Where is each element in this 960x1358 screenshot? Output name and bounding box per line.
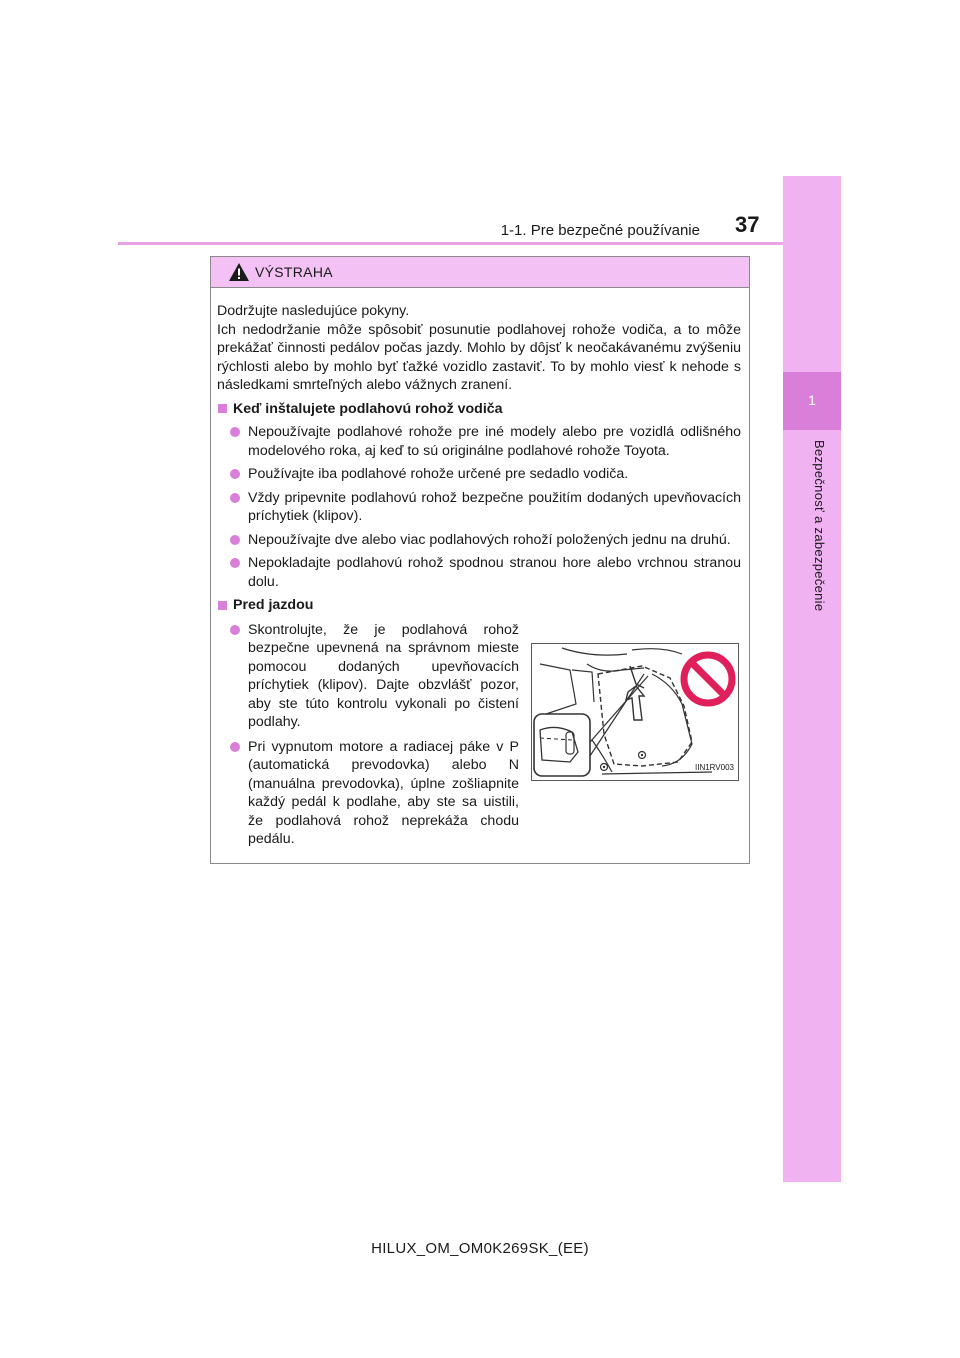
install-heading-text: Keď inštalujete podlahovú rohož vodiča — [233, 400, 503, 417]
warning-triangle-icon — [228, 262, 250, 282]
round-bullet-icon — [230, 469, 240, 479]
round-bullet-icon — [230, 427, 240, 437]
install-heading — [217, 400, 741, 419]
page-number: 37 — [735, 212, 760, 237]
round-bullet-icon — [230, 535, 240, 545]
intro-paragraph: Ich nedodržanie môže spôsobiť posunutie podlahovej rohože vodiča, a to môže prekážať činnosti pedálov počas jazdy. Mohlo by dôjsť k neočakávanému zvýšeniu rýchlosti alebo by mohlo byť ťažké vozidlo zastaviť. To by mohlo viesť k nehode s následkami smrteľných alebo vážnych zranení. — [217, 321, 741, 393]
list-item: Skontrolujte, že je podlahová rohož bezpečne upevnená na správnom mieste pomocou dodaných upevňovacích príchytiek (klipov). Dajte obzvlášť pozor, aby ste túto kontrolu vykonali po čistení podlahy. — [217, 621, 519, 732]
warning-title: VÝSTRAHA — [255, 264, 333, 280]
round-bullet-icon — [230, 625, 240, 635]
prohibited-icon — [677, 648, 739, 710]
square-bullet-icon — [218, 601, 227, 610]
round-bullet-icon — [230, 742, 240, 752]
list-item: Používajte iba podlahové rohože určené pre sedadlo vodiča. — [217, 465, 741, 484]
floor-mat-illustration — [531, 643, 739, 781]
intro-line: Dodržujte nasledujúce pokyny. — [217, 303, 410, 319]
drive-section — [217, 621, 741, 849]
document-code: HILUX_OM_OM0K269SK_(EE) — [371, 1240, 589, 1257]
warning-intro — [217, 302, 741, 395]
chapter-title: Bezpečnosť a zabezpečenie — [812, 440, 827, 612]
list-item: Vždy pripevnite podlahovú rohož bezpečne použitím dodaných upevňovacích príchytiek (klipov). — [217, 489, 741, 526]
warning-box — [210, 256, 750, 864]
warning-body — [211, 288, 749, 849]
drive-heading-text: Pred jazdou — [233, 597, 314, 613]
section-title: 1-1. Pre bezpečné používanie — [500, 222, 700, 239]
round-bullet-icon — [230, 493, 240, 503]
header-divider — [118, 242, 783, 245]
list-item: Pri vypnutom motore a radiacej páke v P (automatická prevodovka) alebo N (manuálna prevodovka), úplne zošliapnite každý pedál k podlahe, aby ste sa uistili, že podlahová rohož neprekáža chodu pedálu. — [217, 738, 519, 849]
drive-text — [217, 621, 519, 849]
round-bullet-icon — [230, 558, 240, 568]
list-item: Nepoužívajte podlahové rohože pre iné modely alebo pre vozidlá odlišného modelového roka, aj keď to sú originálne podlahové rohože Toyota. — [217, 423, 741, 460]
square-bullet-icon — [218, 404, 227, 413]
warning-header — [211, 257, 749, 288]
list-item: Nepoužívajte dve alebo viac podlahových rohoží položených jednu na druhú. — [217, 531, 741, 550]
chapter-side-tab — [783, 176, 841, 1182]
list-item: Nepokladajte podlahovú rohož spodnou stranou hore alebo vrchnou stranou dolu. — [217, 554, 741, 591]
drive-heading — [217, 596, 741, 615]
figure-code: IIN1RV003 — [695, 763, 734, 772]
chapter-number: 1 — [808, 392, 816, 408]
